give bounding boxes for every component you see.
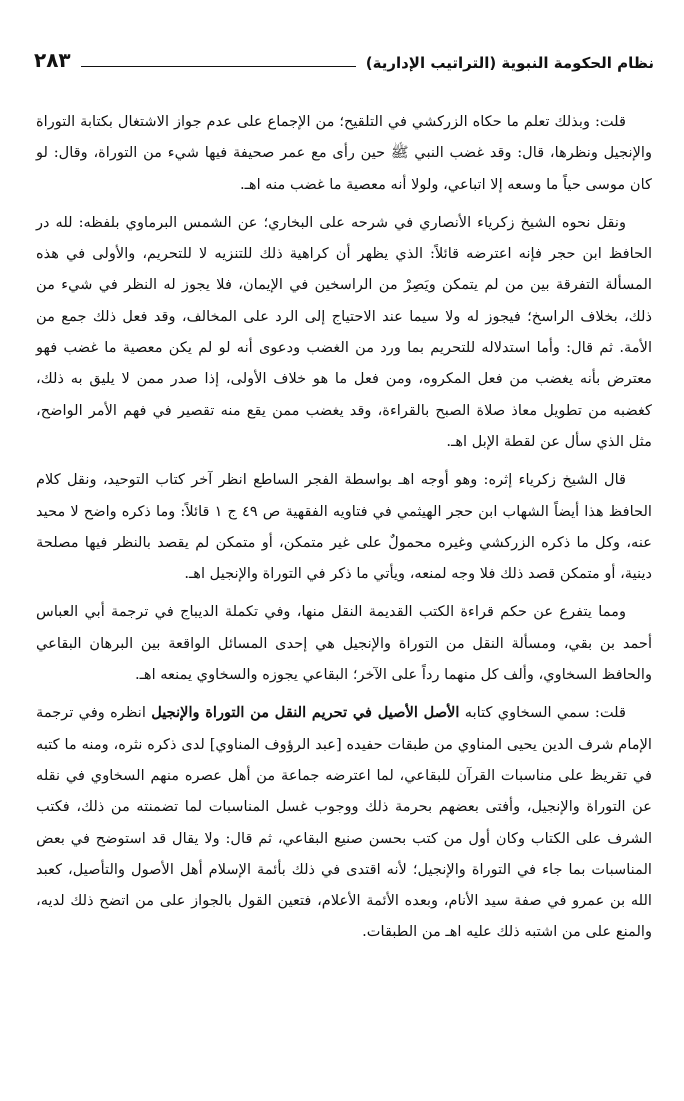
paragraph-5-lead: قلت: سمي السخاوي كتابه bbox=[459, 704, 626, 722]
page-number: ٢٨٣ bbox=[34, 48, 71, 72]
paragraph-5 bbox=[36, 697, 652, 947]
paragraph-1: قلت: وبذلك تعلم ما حكاه الزركشي في التلقيح؛ من الإجماع على عدم جواز الاشتغال بكتابة التوراة والإنجيل ونظرها، قال: وقد غضب النبي ﷺ حين رأى مع عمر صحيفة فيها شيء من التوراة، وقال: لو كان موسى حياً ما وسعه إلا اتباعي، ولولا أنه معصية ما غضب منه اهـ. bbox=[36, 113, 652, 193]
paragraph-5-rest: انظره وفي ترجمة الإمام شرف الدين يحيى المناوي من طبقات حفيده [عبد الرؤوف المناوي] لدى ذكره نثره، ومنه ما كتبه في تقريظ على مناسبات القرآن للبقاعي، لما اعترضه جماعة من أهل عصره منهم السخاوي في نقله عن التوراة والإنجيل، وأفتى بعضهم بحرمة ذلك ووجوب غسل المناسبات لما تضمنته من ذلك، فكتب الشرف على الكتاب وكان أول من كتب بحسن صنيع البقاعي، ثم قال: ولا يقال قد استوضح في بعض المناسبات بما جاء في التوراة والإنجيل؛ لأنه اقتدى في ذلك بأئمة الإسلام أهل الأصول والتأصيل، كعبد الله بن عمرو في صفة سيد الأنام، وبعده الأئمة الأعلام، فتعين القول بالجواز على من اتضح ذلك لديه، والمنع على من اشتبه ذلك عليه اهـ من الطبقات. bbox=[36, 704, 652, 941]
paragraph-4: ومما يتفرع عن حكم قراءة الكتب القديمة النقل منها، وفي تكملة الديباج في ترجمة أبي العباس أحمد بن بقي، ومسألة النقل من التوراة والإنجيل هي إحدى المسائل الواقعة بين البرهان البقاعي والحافظ السخاوي، وألف كل منهما رداً على الآخر؛ البقاعي يجوزه والسخاوي يمنعه اهـ. bbox=[36, 603, 652, 684]
header-rule bbox=[81, 66, 356, 67]
running-header bbox=[34, 42, 654, 72]
book-title-bold: الأصل الأصيل في تحريم النقل من التوراة والإنجيل bbox=[151, 704, 460, 722]
page-body bbox=[36, 106, 652, 955]
paragraph-3: قال الشيخ زكرياء إثره: وهو أوجه اهـ بواسطة الفجر الساطع انظر آخر كتاب التوحيد، ونقل كلام الحافظ هذا أيضاً الشهاب ابن حجر الهيثمي في فتاويه الفقهية ص ٤٩ ج ١ قائلاً: وما ذكره واضح لا محيد عنه، وكل ما ذكره الزركشي وغيره محمولٌ على غير متمكن، أو متمكن لم يقصد بالنظر فيها مصلحة دينية، أو متمكن قصد ذلك فلا وجه لمنعه، ويأتي ما ذكر في التوراة والإنجيل اهـ. bbox=[36, 471, 652, 583]
book-title: نظام الحكومة النبوية (التراتيب الإدارية) bbox=[365, 54, 654, 72]
paragraph-2: ونقل نحوه الشيخ زكرياء الأنصاري في شرحه على البخاري؛ عن الشمس البرماوي بلفظه: لله در الحافظ ابن حجر فإنه اعترضه قائلاً: الذي يظهر أن كراهية ذلك للتنزيه لا للتحريم، والأولى في هذه المسألة التفرقة بين من لم يتمكن ويَصِرْ من الراسخين في الإيمان، فلا يجوز له النظر في شيء من ذلك، بخلاف الراسخ؛ فيجوز له ولا سيما عند الاحتياج إلى الرد على المخالف، وقد فعل ذلك جمع من الأمة. ثم قال: وأما استدلاله للتحريم بما ورد من الغضب ودعوى أنه لو لم يكن معصية ما غضب فهو معترض بأنه يغضب من فعل المكروه، ومن فعل ما هو خلاف الأولى، إذا صدر ممن لا يليق به ذلك، كغضبه من تطويل معاذ صلاة الصبح بالقراءة، وقد يغضب ممن يقع منه تقصير في فهم الأمر الواضح، مثل الذي سأل عن لقطة الإبل اهـ. bbox=[36, 213, 652, 450]
